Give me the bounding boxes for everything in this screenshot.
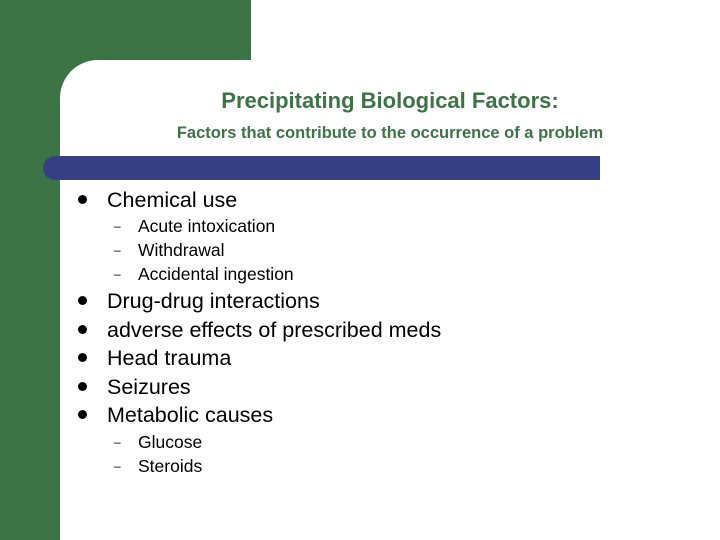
list-item	[78, 186, 237, 214]
dash-bullet-icon: –	[114, 219, 121, 234]
dash-bullet-icon: –	[114, 267, 121, 282]
list-item-text: adverse effects of prescribed meds	[107, 318, 442, 342]
dash-bullet-icon: –	[114, 243, 121, 258]
slide-title: Precipitating Biological Factors:	[221, 88, 559, 113]
green-left-band	[0, 0, 60, 540]
slide-subtitle: Factors that contribute to the occurrence of a problem	[176, 124, 604, 142]
list-item-text: Chemical use	[107, 188, 238, 212]
list-item-text: Drug-drug interactions	[107, 289, 320, 313]
sub-list-item	[114, 238, 225, 262]
sub-list-item-text: Withdrawal	[138, 240, 225, 260]
title-divider-bar	[43, 156, 600, 180]
list-item	[78, 401, 273, 429]
list-item	[78, 316, 441, 344]
list-item	[78, 344, 231, 372]
sub-list-item-text: Acute intoxication	[138, 216, 276, 236]
sub-list-item	[114, 214, 275, 238]
bullet-dot-icon	[78, 296, 87, 305]
bullet-dot-icon	[78, 325, 87, 334]
list-item-text: Metabolic causes	[107, 403, 274, 427]
sub-list-item-text: Steroids	[138, 456, 203, 476]
sub-list-item	[114, 454, 202, 478]
sub-list-item-text: Accidental ingestion	[138, 264, 294, 284]
sub-list-item	[114, 430, 202, 454]
bullet-dot-icon	[78, 382, 87, 391]
list-item-text: Head trauma	[107, 346, 232, 370]
bullet-dot-icon	[78, 410, 87, 419]
bullet-dot-icon	[78, 195, 87, 204]
dash-bullet-icon: –	[114, 435, 121, 450]
list-item	[78, 287, 320, 315]
list-item	[78, 373, 191, 401]
sub-list-item-text: Glucose	[138, 432, 203, 452]
dash-bullet-icon: –	[114, 459, 121, 474]
list-item-text: Seizures	[107, 375, 191, 399]
sub-list-item	[114, 262, 294, 286]
bullet-dot-icon	[78, 353, 87, 362]
